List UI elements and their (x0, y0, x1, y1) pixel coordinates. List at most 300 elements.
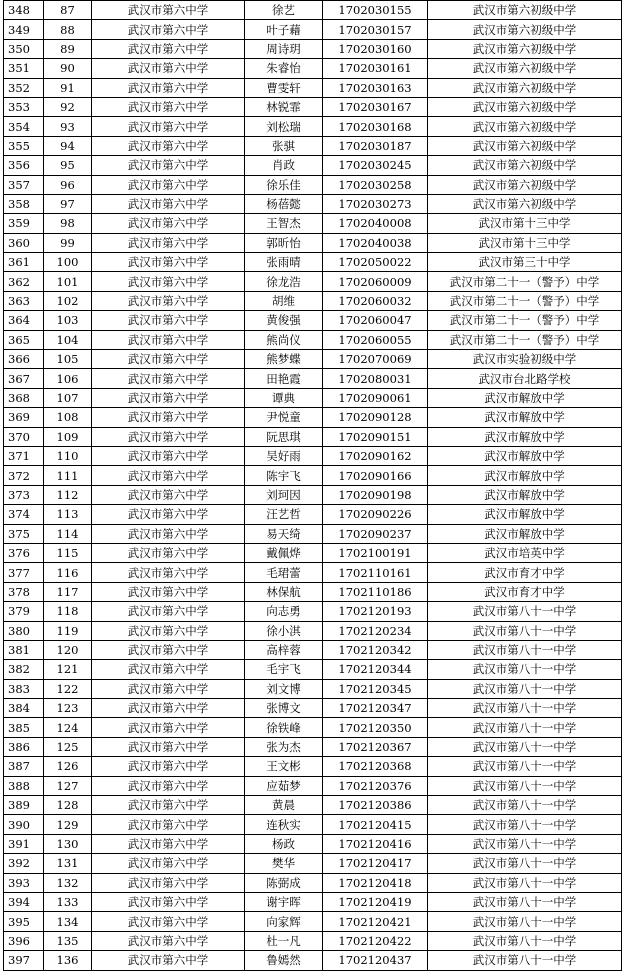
student-name-cell: 高梓蓉 (245, 640, 323, 659)
student-id-cell: 1702030245 (323, 156, 428, 175)
overall-index-cell: 385 (4, 718, 44, 737)
student-name-cell: 尹悦童 (245, 408, 323, 427)
origin-school-cell: 武汉市解放中学 (428, 524, 622, 543)
admitting-school-cell: 武汉市第六中学 (92, 408, 245, 427)
overall-index-cell: 387 (4, 757, 44, 776)
student-id-cell: 1702030167 (323, 97, 428, 116)
table-row (4, 892, 622, 911)
student-id-cell: 1702090226 (323, 505, 428, 524)
table-row (4, 156, 622, 175)
student-id-cell: 1702120344 (323, 660, 428, 679)
origin-school-cell: 武汉市第八十一中学 (428, 796, 622, 815)
table-row (4, 815, 622, 834)
student-id-cell: 1702120418 (323, 873, 428, 892)
admitting-school-cell: 武汉市第六中学 (92, 350, 245, 369)
admitting-school-cell: 武汉市第六中学 (92, 757, 245, 776)
overall-index-cell: 389 (4, 796, 44, 815)
admitting-school-cell: 武汉市第六中学 (92, 446, 245, 465)
origin-school-cell: 武汉市培英中学 (428, 543, 622, 562)
student-id-cell: 1702120376 (323, 776, 428, 795)
student-id-cell: 1702030157 (323, 20, 428, 39)
origin-school-cell: 武汉市育才中学 (428, 563, 622, 582)
group-index-cell: 96 (44, 175, 92, 194)
table-row (4, 388, 622, 407)
table-row (4, 446, 622, 465)
group-index-cell: 133 (44, 892, 92, 911)
student-id-cell: 1702120386 (323, 796, 428, 815)
admitting-school-cell: 武汉市第六中学 (92, 427, 245, 446)
admission-list-table (3, 0, 622, 971)
student-name-cell: 杨政 (245, 834, 323, 853)
student-id-cell: 1702120368 (323, 757, 428, 776)
overall-index-cell: 348 (4, 1, 44, 20)
student-id-cell: 1702120415 (323, 815, 428, 834)
admitting-school-cell: 武汉市第六中学 (92, 892, 245, 911)
group-index-cell: 130 (44, 834, 92, 853)
student-name-cell: 叶子藉 (245, 20, 323, 39)
group-index-cell: 109 (44, 427, 92, 446)
student-id-cell: 1702050022 (323, 253, 428, 272)
table-row (4, 737, 622, 756)
student-name-cell: 向志勇 (245, 602, 323, 621)
table-row (4, 931, 622, 950)
student-name-cell: 陈宇飞 (245, 466, 323, 485)
group-index-cell: 90 (44, 59, 92, 78)
admitting-school-cell: 武汉市第六中学 (92, 311, 245, 330)
admitting-school-cell: 武汉市第六中学 (92, 1, 245, 20)
admitting-school-cell: 武汉市第六中学 (92, 834, 245, 853)
origin-school-cell: 武汉市第八十一中学 (428, 718, 622, 737)
group-index-cell: 106 (44, 369, 92, 388)
origin-school-cell: 武汉市解放中学 (428, 466, 622, 485)
group-index-cell: 135 (44, 931, 92, 950)
table-row (4, 718, 622, 737)
student-id-cell: 1702080031 (323, 369, 428, 388)
overall-index-cell: 397 (4, 951, 44, 970)
student-id-cell: 1702090198 (323, 485, 428, 504)
admitting-school-cell: 武汉市第六中学 (92, 39, 245, 58)
table-body (4, 1, 622, 971)
table-row (4, 660, 622, 679)
group-index-cell: 91 (44, 78, 92, 97)
student-name-cell: 徐小淇 (245, 621, 323, 640)
group-index-cell: 117 (44, 582, 92, 601)
student-name-cell: 杜一凡 (245, 931, 323, 950)
student-id-cell: 1702030258 (323, 175, 428, 194)
student-name-cell: 杨蓓懿 (245, 194, 323, 213)
student-id-cell: 1702110186 (323, 582, 428, 601)
student-name-cell: 熊梦蝶 (245, 350, 323, 369)
student-name-cell: 汪艺哲 (245, 505, 323, 524)
student-id-cell: 1702120422 (323, 931, 428, 950)
group-index-cell: 136 (44, 951, 92, 970)
table-row (4, 253, 622, 272)
student-id-cell: 1702120342 (323, 640, 428, 659)
student-id-cell: 1702060009 (323, 272, 428, 291)
group-index-cell: 93 (44, 117, 92, 136)
origin-school-cell: 武汉市第八十一中学 (428, 660, 622, 679)
student-name-cell: 刘文博 (245, 679, 323, 698)
table-row (4, 873, 622, 892)
group-index-cell: 88 (44, 20, 92, 39)
student-name-cell: 陈弼成 (245, 873, 323, 892)
student-id-cell: 1702120345 (323, 679, 428, 698)
overall-index-cell: 378 (4, 582, 44, 601)
student-id-cell: 1702120417 (323, 854, 428, 873)
table-row (4, 543, 622, 562)
group-index-cell: 122 (44, 679, 92, 698)
admitting-school-cell: 武汉市第六中学 (92, 543, 245, 562)
student-name-cell: 刘珂因 (245, 485, 323, 504)
overall-index-cell: 351 (4, 59, 44, 78)
student-id-cell: 1702030155 (323, 1, 428, 20)
group-index-cell: 108 (44, 408, 92, 427)
origin-school-cell: 武汉市第八十一中学 (428, 776, 622, 795)
group-index-cell: 110 (44, 446, 92, 465)
student-id-cell: 1702090162 (323, 446, 428, 465)
admitting-school-cell: 武汉市第六中学 (92, 117, 245, 136)
student-id-cell: 1702090166 (323, 466, 428, 485)
table-row (4, 1, 622, 20)
admitting-school-cell: 武汉市第六中学 (92, 718, 245, 737)
overall-index-cell: 377 (4, 563, 44, 582)
student-name-cell: 阮思琪 (245, 427, 323, 446)
admitting-school-cell: 武汉市第六中学 (92, 931, 245, 950)
admitting-school-cell: 武汉市第六中学 (92, 815, 245, 834)
admitting-school-cell: 武汉市第六中学 (92, 175, 245, 194)
group-index-cell: 87 (44, 1, 92, 20)
admitting-school-cell: 武汉市第六中学 (92, 563, 245, 582)
student-name-cell: 田艳霞 (245, 369, 323, 388)
overall-index-cell: 359 (4, 214, 44, 233)
group-index-cell: 97 (44, 194, 92, 213)
admitting-school-cell: 武汉市第六中学 (92, 291, 245, 310)
overall-index-cell: 380 (4, 621, 44, 640)
student-name-cell: 林锐霏 (245, 97, 323, 116)
group-index-cell: 116 (44, 563, 92, 582)
group-index-cell: 98 (44, 214, 92, 233)
student-name-cell: 张骐 (245, 136, 323, 155)
student-name-cell: 吴好雨 (245, 446, 323, 465)
table-row (4, 757, 622, 776)
student-id-cell: 1702120193 (323, 602, 428, 621)
admitting-school-cell: 武汉市第六中学 (92, 59, 245, 78)
origin-school-cell: 武汉市第六初级中学 (428, 136, 622, 155)
origin-school-cell: 武汉市解放中学 (428, 408, 622, 427)
student-name-cell: 毛宇飞 (245, 660, 323, 679)
group-index-cell: 127 (44, 776, 92, 795)
overall-index-cell: 371 (4, 446, 44, 465)
student-name-cell: 曹雯轩 (245, 78, 323, 97)
overall-index-cell: 350 (4, 39, 44, 58)
student-id-cell: 1702030160 (323, 39, 428, 58)
origin-school-cell: 武汉市第八十一中学 (428, 679, 622, 698)
table-row (4, 427, 622, 446)
group-index-cell: 103 (44, 311, 92, 330)
table-row (4, 214, 622, 233)
student-id-cell: 1702120367 (323, 737, 428, 756)
group-index-cell: 123 (44, 699, 92, 718)
student-id-cell: 1702120234 (323, 621, 428, 640)
overall-index-cell: 383 (4, 679, 44, 698)
origin-school-cell: 武汉市台北路学校 (428, 369, 622, 388)
group-index-cell: 126 (44, 757, 92, 776)
overall-index-cell: 365 (4, 330, 44, 349)
student-id-cell: 1702030163 (323, 78, 428, 97)
table-row (4, 330, 622, 349)
student-id-cell: 1702030168 (323, 117, 428, 136)
admitting-school-cell: 武汉市第六中学 (92, 20, 245, 39)
origin-school-cell: 武汉市解放中学 (428, 388, 622, 407)
student-name-cell: 谭典 (245, 388, 323, 407)
admitting-school-cell: 武汉市第六中学 (92, 505, 245, 524)
student-id-cell: 1702030187 (323, 136, 428, 155)
overall-index-cell: 357 (4, 175, 44, 194)
overall-index-cell: 391 (4, 834, 44, 853)
student-id-cell: 1702090151 (323, 427, 428, 446)
group-index-cell: 101 (44, 272, 92, 291)
student-id-cell: 1702090061 (323, 388, 428, 407)
overall-index-cell: 396 (4, 931, 44, 950)
table-row (4, 951, 622, 970)
group-index-cell: 119 (44, 621, 92, 640)
admitting-school-cell: 武汉市第六中学 (92, 194, 245, 213)
table-row (4, 175, 622, 194)
student-name-cell: 向家辉 (245, 912, 323, 931)
overall-index-cell: 386 (4, 737, 44, 756)
overall-index-cell: 367 (4, 369, 44, 388)
table-row (4, 505, 622, 524)
group-index-cell: 125 (44, 737, 92, 756)
overall-index-cell: 392 (4, 854, 44, 873)
overall-index-cell: 373 (4, 485, 44, 504)
origin-school-cell: 武汉市第六初级中学 (428, 97, 622, 116)
overall-index-cell: 394 (4, 892, 44, 911)
student-name-cell: 毛珺蕾 (245, 563, 323, 582)
admitting-school-cell: 武汉市第六中学 (92, 951, 245, 970)
origin-school-cell: 武汉市第六初级中学 (428, 156, 622, 175)
admitting-school-cell: 武汉市第六中学 (92, 524, 245, 543)
table-row (4, 408, 622, 427)
overall-index-cell: 393 (4, 873, 44, 892)
group-index-cell: 95 (44, 156, 92, 175)
group-index-cell: 131 (44, 854, 92, 873)
origin-school-cell: 武汉市解放中学 (428, 485, 622, 504)
overall-index-cell: 358 (4, 194, 44, 213)
origin-school-cell: 武汉市第二十一（警予）中学 (428, 330, 622, 349)
table-row (4, 796, 622, 815)
table-row (4, 524, 622, 543)
overall-index-cell: 369 (4, 408, 44, 427)
origin-school-cell: 武汉市实验初级中学 (428, 350, 622, 369)
table-row (4, 912, 622, 931)
student-id-cell: 1702120419 (323, 892, 428, 911)
student-name-cell: 胡维 (245, 291, 323, 310)
student-name-cell: 徐铁峰 (245, 718, 323, 737)
table-row (4, 563, 622, 582)
admitting-school-cell: 武汉市第六中学 (92, 776, 245, 795)
origin-school-cell: 武汉市第八十一中学 (428, 854, 622, 873)
origin-school-cell: 武汉市第八十一中学 (428, 815, 622, 834)
student-name-cell: 张博文 (245, 699, 323, 718)
student-id-cell: 1702100191 (323, 543, 428, 562)
overall-index-cell: 364 (4, 311, 44, 330)
overall-index-cell: 349 (4, 20, 44, 39)
admitting-school-cell: 武汉市第六中学 (92, 97, 245, 116)
group-index-cell: 89 (44, 39, 92, 58)
table-row (4, 776, 622, 795)
student-name-cell: 朱睿怡 (245, 59, 323, 78)
table-row (4, 602, 622, 621)
origin-school-cell: 武汉市第二十一（警予）中学 (428, 311, 622, 330)
table-row (4, 350, 622, 369)
origin-school-cell: 武汉市解放中学 (428, 505, 622, 524)
overall-index-cell: 366 (4, 350, 44, 369)
admitting-school-cell: 武汉市第六中学 (92, 136, 245, 155)
admitting-school-cell: 武汉市第六中学 (92, 272, 245, 291)
group-index-cell: 112 (44, 485, 92, 504)
table-row (4, 272, 622, 291)
table-row (4, 582, 622, 601)
admitting-school-cell: 武汉市第六中学 (92, 737, 245, 756)
origin-school-cell: 武汉市第八十一中学 (428, 931, 622, 950)
admitting-school-cell: 武汉市第六中学 (92, 660, 245, 679)
group-index-cell: 114 (44, 524, 92, 543)
group-index-cell: 113 (44, 505, 92, 524)
group-index-cell: 132 (44, 873, 92, 892)
admitting-school-cell: 武汉市第六中学 (92, 466, 245, 485)
table-row (4, 78, 622, 97)
group-index-cell: 129 (44, 815, 92, 834)
student-name-cell: 黄晨 (245, 796, 323, 815)
admitting-school-cell: 武汉市第六中学 (92, 854, 245, 873)
student-id-cell: 1702120416 (323, 834, 428, 853)
origin-school-cell: 武汉市第八十一中学 (428, 757, 622, 776)
student-name-cell: 林保航 (245, 582, 323, 601)
table-row (4, 59, 622, 78)
group-index-cell: 105 (44, 350, 92, 369)
group-index-cell: 128 (44, 796, 92, 815)
student-name-cell: 王文彬 (245, 757, 323, 776)
origin-school-cell: 武汉市解放中学 (428, 446, 622, 465)
student-id-cell: 1702110161 (323, 563, 428, 582)
overall-index-cell: 355 (4, 136, 44, 155)
origin-school-cell: 武汉市第八十一中学 (428, 892, 622, 911)
table-row (4, 854, 622, 873)
origin-school-cell: 武汉市第八十一中学 (428, 951, 622, 970)
table-row (4, 39, 622, 58)
student-name-cell: 熊尚仪 (245, 330, 323, 349)
overall-index-cell: 381 (4, 640, 44, 659)
overall-index-cell: 376 (4, 543, 44, 562)
table-row (4, 466, 622, 485)
origin-school-cell: 武汉市第二十一（警予）中学 (428, 272, 622, 291)
table-row (4, 621, 622, 640)
admitting-school-cell: 武汉市第六中学 (92, 214, 245, 233)
admitting-school-cell: 武汉市第六中学 (92, 602, 245, 621)
table-row (4, 20, 622, 39)
overall-index-cell: 375 (4, 524, 44, 543)
student-name-cell: 徐艺 (245, 1, 323, 20)
student-id-cell: 1702030161 (323, 59, 428, 78)
table-row (4, 834, 622, 853)
origin-school-cell: 武汉市第六初级中学 (428, 59, 622, 78)
origin-school-cell: 武汉市解放中学 (428, 427, 622, 446)
table-row (4, 679, 622, 698)
student-name-cell: 樊华 (245, 854, 323, 873)
overall-index-cell: 382 (4, 660, 44, 679)
student-name-cell: 王智杰 (245, 214, 323, 233)
overall-index-cell: 379 (4, 602, 44, 621)
table-row (4, 640, 622, 659)
group-index-cell: 111 (44, 466, 92, 485)
table-row (4, 136, 622, 155)
origin-school-cell: 武汉市第八十一中学 (428, 873, 622, 892)
origin-school-cell: 武汉市第六初级中学 (428, 78, 622, 97)
admitting-school-cell: 武汉市第六中学 (92, 156, 245, 175)
origin-school-cell: 武汉市第八十一中学 (428, 602, 622, 621)
student-name-cell: 周诗玥 (245, 39, 323, 58)
student-name-cell: 肖政 (245, 156, 323, 175)
student-name-cell: 易天绮 (245, 524, 323, 543)
student-name-cell: 应茹梦 (245, 776, 323, 795)
overall-index-cell: 363 (4, 291, 44, 310)
origin-school-cell: 武汉市第六初级中学 (428, 194, 622, 213)
overall-index-cell: 374 (4, 505, 44, 524)
group-index-cell: 118 (44, 602, 92, 621)
student-id-cell: 1702060047 (323, 311, 428, 330)
student-name-cell: 郭昕怡 (245, 233, 323, 252)
origin-school-cell: 武汉市第二十一（警予）中学 (428, 291, 622, 310)
group-index-cell: 121 (44, 660, 92, 679)
table-row (4, 97, 622, 116)
admitting-school-cell: 武汉市第六中学 (92, 253, 245, 272)
student-name-cell: 刘松瑞 (245, 117, 323, 136)
student-name-cell: 徐龙浩 (245, 272, 323, 291)
student-id-cell: 1702060032 (323, 291, 428, 310)
origin-school-cell: 武汉市第六初级中学 (428, 175, 622, 194)
table-row (4, 311, 622, 330)
table-row (4, 233, 622, 252)
origin-school-cell: 武汉市第六初级中学 (428, 20, 622, 39)
origin-school-cell: 武汉市第六初级中学 (428, 117, 622, 136)
group-index-cell: 115 (44, 543, 92, 562)
origin-school-cell: 武汉市第六初级中学 (428, 1, 622, 20)
admitting-school-cell: 武汉市第六中学 (92, 369, 245, 388)
student-id-cell: 1702090128 (323, 408, 428, 427)
origin-school-cell: 武汉市第三十中学 (428, 253, 622, 272)
student-name-cell: 张为杰 (245, 737, 323, 756)
origin-school-cell: 武汉市第八十一中学 (428, 640, 622, 659)
group-index-cell: 134 (44, 912, 92, 931)
origin-school-cell: 武汉市第十三中学 (428, 233, 622, 252)
overall-index-cell: 390 (4, 815, 44, 834)
table-row (4, 117, 622, 136)
group-index-cell: 92 (44, 97, 92, 116)
admitting-school-cell: 武汉市第六中学 (92, 699, 245, 718)
group-index-cell: 94 (44, 136, 92, 155)
student-id-cell: 1702030273 (323, 194, 428, 213)
overall-index-cell: 368 (4, 388, 44, 407)
admitting-school-cell: 武汉市第六中学 (92, 679, 245, 698)
table-row (4, 699, 622, 718)
student-id-cell: 1702120350 (323, 718, 428, 737)
student-name-cell: 张雨晴 (245, 253, 323, 272)
admitting-school-cell: 武汉市第六中学 (92, 873, 245, 892)
student-id-cell: 1702120421 (323, 912, 428, 931)
overall-index-cell: 362 (4, 272, 44, 291)
origin-school-cell: 武汉市第八十一中学 (428, 621, 622, 640)
